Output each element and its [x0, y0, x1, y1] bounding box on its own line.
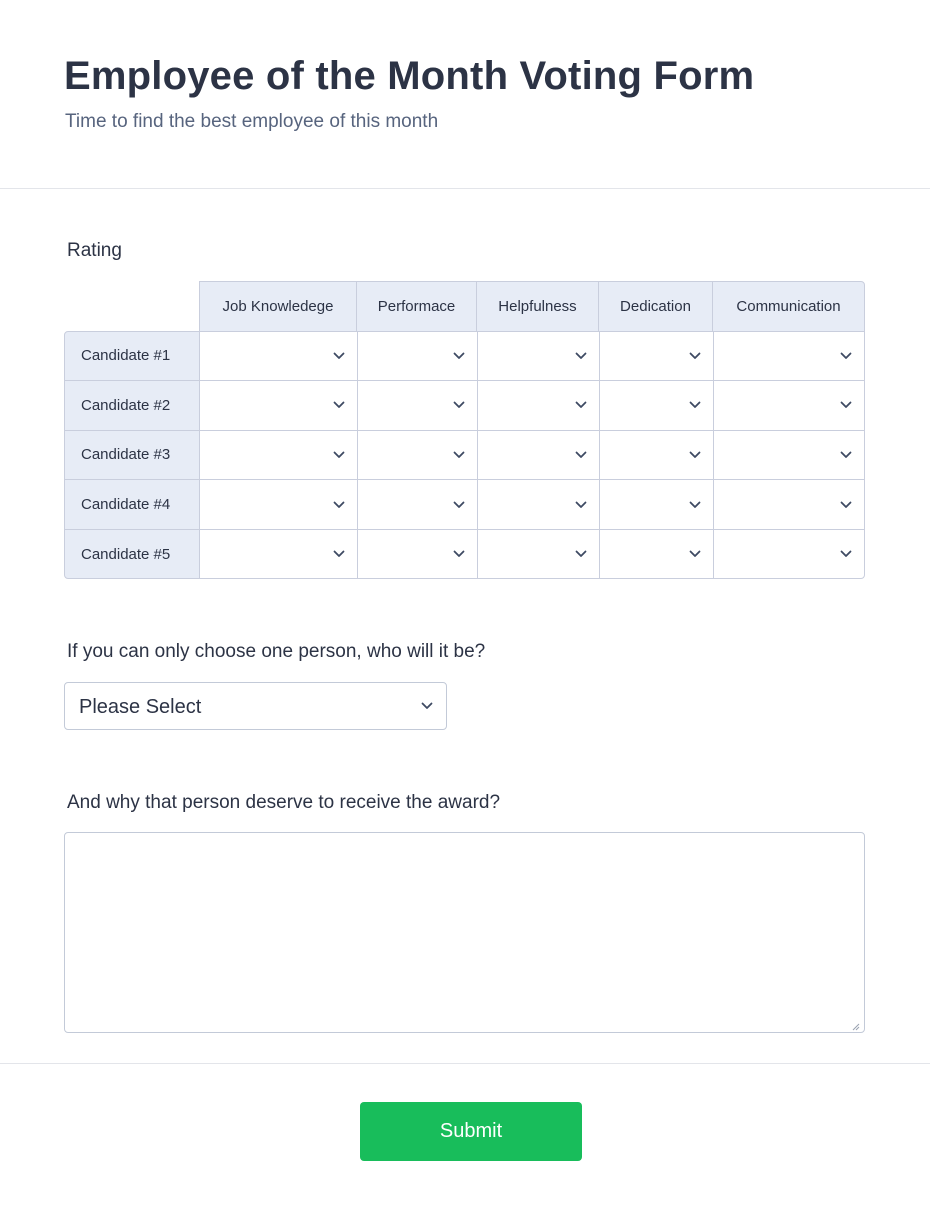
why-textarea[interactable] [64, 832, 865, 1033]
rating-dropdown[interactable] [357, 331, 478, 382]
rating-dropdown[interactable] [713, 380, 865, 431]
chevron-down-icon [840, 501, 852, 509]
rating-dropdown[interactable] [599, 529, 714, 580]
column-header: Job Knowledege [199, 281, 357, 332]
column-header: Communication [712, 281, 865, 332]
chevron-down-icon [453, 451, 465, 459]
choose-one-selected-value: Please Select [79, 696, 202, 718]
rating-dropdown[interactable] [199, 479, 358, 530]
chevron-down-icon [453, 352, 465, 360]
chevron-down-icon [689, 401, 701, 409]
chevron-down-icon [575, 401, 587, 409]
rating-dropdown[interactable] [477, 529, 600, 580]
chevron-down-icon [840, 550, 852, 558]
rating-dropdown[interactable] [477, 479, 600, 530]
why-label: And why that person deserve to receive the award? [67, 792, 501, 813]
column-header: Performace [356, 281, 477, 332]
choose-one-select[interactable] [64, 682, 447, 730]
rating-dropdown[interactable] [199, 380, 358, 431]
rating-matrix [64, 281, 865, 580]
chevron-down-icon [333, 352, 345, 360]
chevron-down-icon [689, 501, 701, 509]
chevron-down-icon [840, 451, 852, 459]
rating-dropdown[interactable] [599, 430, 714, 481]
chevron-down-icon [333, 401, 345, 409]
choose-one-label: If you can only choose one person, who will it be? [67, 641, 486, 662]
chevron-down-icon [421, 702, 433, 710]
chevron-down-icon [689, 550, 701, 558]
rating-dropdown[interactable] [713, 430, 865, 481]
chevron-down-icon [333, 501, 345, 509]
column-header: Helpfulness [476, 281, 599, 332]
rating-dropdown[interactable] [199, 331, 358, 382]
chevron-down-icon [689, 352, 701, 360]
form-header [0, 0, 930, 189]
chevron-down-icon [333, 550, 345, 558]
rating-dropdown[interactable] [477, 380, 600, 431]
resize-grip-icon[interactable] [850, 1018, 860, 1028]
rating-dropdown[interactable] [713, 479, 865, 530]
chevron-down-icon [840, 352, 852, 360]
submit-button[interactable]: Submit [360, 1102, 582, 1161]
rating-dropdown[interactable] [357, 529, 478, 580]
row-header: Candidate #3 [64, 430, 200, 481]
chevron-down-icon [453, 501, 465, 509]
rating-dropdown[interactable] [599, 331, 714, 382]
rating-dropdown[interactable] [199, 529, 358, 580]
chevron-down-icon [575, 501, 587, 509]
rating-dropdown[interactable] [599, 479, 714, 530]
chevron-down-icon [453, 550, 465, 558]
form-subtitle: Time to find the best employee of this month [65, 111, 439, 132]
rating-label: Rating [67, 240, 122, 261]
rating-dropdown[interactable] [713, 529, 865, 580]
rating-dropdown[interactable] [477, 331, 600, 382]
rating-dropdown[interactable] [357, 380, 478, 431]
row-header: Candidate #2 [64, 380, 200, 431]
row-header: Candidate #5 [64, 529, 200, 580]
chevron-down-icon [575, 451, 587, 459]
rating-dropdown[interactable] [599, 380, 714, 431]
rating-dropdown[interactable] [357, 430, 478, 481]
column-header: Dedication [598, 281, 713, 332]
chevron-down-icon [453, 401, 465, 409]
row-header: Candidate #1 [64, 331, 200, 382]
chevron-down-icon [689, 451, 701, 459]
rating-dropdown[interactable] [199, 430, 358, 481]
row-header: Candidate #4 [64, 479, 200, 530]
chevron-down-icon [575, 352, 587, 360]
form-title: Employee of the Month Voting Form [64, 54, 755, 98]
rating-dropdown[interactable] [357, 479, 478, 530]
chevron-down-icon [333, 451, 345, 459]
rating-dropdown[interactable] [713, 331, 865, 382]
chevron-down-icon [575, 550, 587, 558]
rating-dropdown[interactable] [477, 430, 600, 481]
chevron-down-icon [840, 401, 852, 409]
